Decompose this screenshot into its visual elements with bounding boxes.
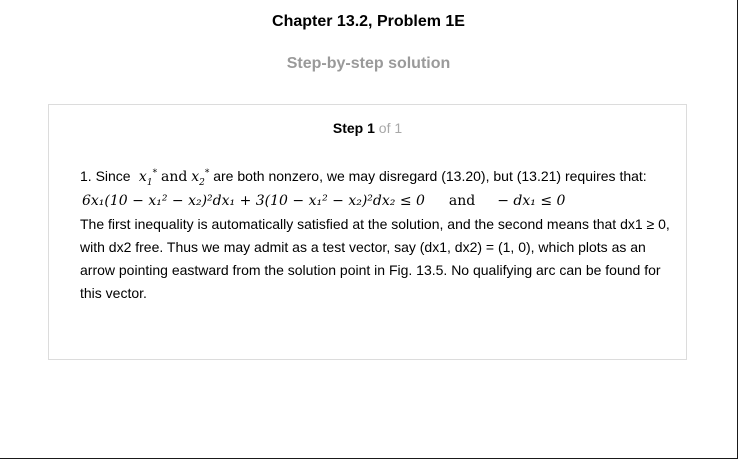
step-total: of 1 <box>378 120 403 136</box>
math-x2-star: $x_2^*$ <box>191 168 210 188</box>
inequality-line <box>82 189 670 213</box>
step-number: 1 <box>367 120 375 136</box>
chapter-title: Chapter 13.2, Problem 1E <box>272 13 465 30</box>
solution-content <box>80 165 670 305</box>
solution-subtitle: Step-by-step solution <box>286 55 451 72</box>
step-label: Step <box>332 120 364 136</box>
step-header <box>49 119 686 137</box>
equation-and: and <box>448 193 476 209</box>
inequality-1: 6x₁(10 − x₁² − x₂)²dx₁ + 3(10 − x₁² − x₂)²dx₂ ≤ 0 <box>82 193 425 209</box>
step-card <box>48 104 687 360</box>
intro-and: and <box>160 169 188 185</box>
solution-intro <box>80 165 670 189</box>
math-x1-star: $x_1^*$ <box>134 168 158 188</box>
intro-prefix: 1. Since <box>80 168 131 184</box>
intro-suffix: are both nonzero, we may disregard (13.20), but (13.21) requires that: <box>213 168 647 184</box>
inequality-2: − dx₁ ≤ 0 <box>497 193 566 209</box>
solution-paragraph: The first inequality is automatically satisfied at the solution, and the second means that dx1 ≥ 0, with dx2 free. Thus we may admit as a test vector, say (dx1, dx2) = (1, 0), which plots as an arrow pointing eastward from the solution point in Fig. 13.5. No qualifying arc can be found for this vector. <box>80 216 670 301</box>
